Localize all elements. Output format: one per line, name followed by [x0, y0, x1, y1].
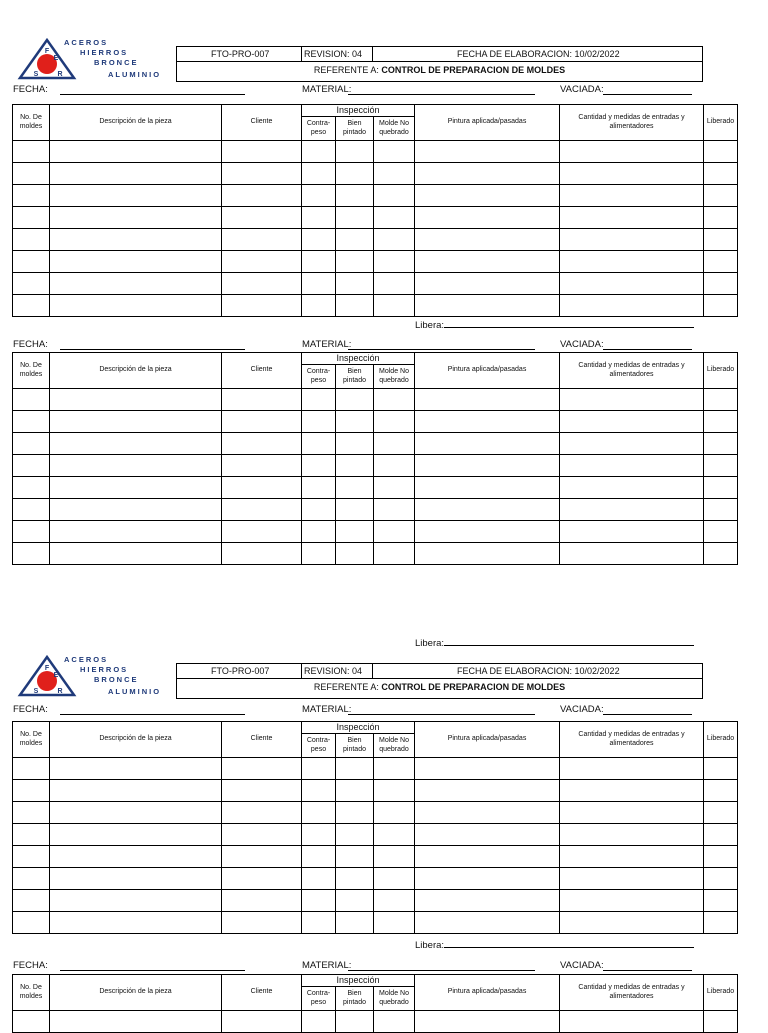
table-row[interactable] — [13, 411, 738, 433]
col-cliente: Cliente — [222, 722, 302, 758]
col-liberado: Liberado — [704, 975, 738, 1011]
col-no-moldes: No. De moldes — [13, 105, 50, 141]
fecha-field: FECHA: — [13, 960, 48, 971]
form-date: FECHA DE ELABORACION: 10/02/2022 — [457, 666, 620, 676]
material-field: MATERIAL: — [302, 960, 352, 971]
molds-table — [12, 104, 738, 317]
form-date: FECHA DE ELABORACION: 10/02/2022 — [457, 49, 620, 59]
libera-blank[interactable] — [444, 318, 694, 328]
material-blank[interactable] — [348, 970, 535, 971]
col-molde-no-quebrado: Molde No quebrado — [374, 987, 415, 1011]
col-pintura: Pintura aplicada/pasadas — [415, 722, 560, 758]
col-contrapeso: Contra-peso — [302, 987, 336, 1011]
material-field: MATERIAL: — [302, 704, 352, 715]
col-descripcion: Descripción de la pieza — [50, 722, 222, 758]
col-contrapeso: Contra-peso — [302, 734, 336, 758]
svg-text:E: E — [53, 55, 59, 62]
svg-text:E: E — [53, 672, 59, 679]
table-row[interactable] — [13, 295, 738, 317]
svg-text:F: F — [44, 665, 50, 672]
form-header — [176, 663, 703, 699]
table-row[interactable] — [13, 912, 738, 934]
col-liberado: Liberado — [704, 353, 738, 389]
table-row[interactable] — [13, 543, 738, 565]
molds-table — [12, 352, 738, 565]
form-reference: REFERENTE A: CONTROL DE PREPARACION DE MOLDES — [313, 65, 566, 75]
col-liberado: Liberado — [704, 722, 738, 758]
libera-blank[interactable] — [444, 636, 694, 646]
table-row[interactable] — [13, 251, 738, 273]
logo-word-hierros: HIERROS — [80, 48, 129, 57]
table-row[interactable] — [13, 846, 738, 868]
form-revision: REVISION: 04 — [304, 666, 363, 676]
table-row[interactable] — [13, 521, 738, 543]
col-no-moldes: No. De moldes — [13, 353, 50, 389]
col-inspeccion: Inspección — [302, 722, 415, 734]
logo-word-aluminio: ALUMINIO — [108, 70, 162, 79]
logo-word-aceros: ACEROS — [64, 38, 109, 47]
col-descripcion: Descripción de la pieza — [50, 975, 222, 1011]
col-pintura: Pintura aplicada/pasadas — [415, 353, 560, 389]
col-no-moldes: No. De moldes — [13, 722, 50, 758]
vaciada-blank[interactable] — [603, 970, 692, 971]
svg-text:R: R — [57, 688, 63, 695]
col-bien-pintado: Bien pintado — [336, 987, 374, 1011]
col-pintura: Pintura aplicada/pasadas — [415, 975, 560, 1011]
table-row[interactable] — [13, 499, 738, 521]
molds-table — [12, 721, 738, 934]
col-liberado: Liberado — [704, 105, 738, 141]
table-row[interactable] — [13, 868, 738, 890]
vaciada-field: VACIADA: — [560, 704, 604, 715]
vaciada-blank[interactable] — [603, 94, 692, 95]
table-row[interactable] — [13, 1011, 738, 1033]
libera-field: Libera: — [415, 318, 694, 331]
col-cliente: Cliente — [222, 353, 302, 389]
table-row[interactable] — [13, 802, 738, 824]
table-row[interactable] — [13, 141, 738, 163]
svg-text:R: R — [57, 71, 63, 78]
form-code: FTO-PRO-007 — [211, 49, 270, 59]
table-row[interactable] — [13, 477, 738, 499]
table-row[interactable] — [13, 163, 738, 185]
vaciada-blank[interactable] — [603, 714, 692, 715]
table-row[interactable] — [13, 824, 738, 846]
col-cantidad: Cantidad y medidas de entradas y alimentadores — [560, 105, 704, 141]
col-bien-pintado: Bien pintado — [336, 734, 374, 758]
form-code: FTO-PRO-007 — [211, 666, 270, 676]
table-row[interactable] — [13, 229, 738, 251]
fecha-blank[interactable] — [60, 94, 245, 95]
table-row[interactable] — [13, 433, 738, 455]
form-header — [176, 46, 703, 82]
material-field: MATERIAL: — [302, 84, 352, 95]
fecha-field: FECHA: — [13, 84, 48, 95]
svg-text:S: S — [33, 71, 39, 78]
col-cantidad: Cantidad y medidas de entradas y alimentadores — [560, 975, 704, 1011]
company-logo — [16, 655, 176, 701]
col-molde-no-quebrado: Molde No quebrado — [374, 365, 415, 389]
svg-text:F: F — [44, 48, 50, 55]
logo-word-bronce: BRONCE — [94, 58, 139, 67]
col-inspeccion: Inspección — [302, 975, 415, 987]
table-row[interactable] — [13, 890, 738, 912]
col-descripcion: Descripción de la pieza — [50, 105, 222, 141]
col-inspeccion: Inspección — [302, 353, 415, 365]
vaciada-field: VACIADA: — [560, 960, 604, 971]
col-contrapeso: Contra-peso — [302, 365, 336, 389]
col-bien-pintado: Bien pintado — [336, 117, 374, 141]
fecha-field: FECHA: — [13, 704, 48, 715]
col-cliente: Cliente — [222, 105, 302, 141]
fecha-field: FECHA: — [13, 339, 48, 350]
fecha-blank[interactable] — [60, 349, 245, 350]
col-contrapeso: Contra-peso — [302, 117, 336, 141]
logo-word-aluminio: ALUMINIO — [108, 687, 162, 696]
col-cliente: Cliente — [222, 975, 302, 1011]
vaciada-field: VACIADA: — [560, 339, 604, 350]
libera-field: Libera: — [415, 938, 694, 951]
libera-field: Libera: — [415, 636, 694, 649]
svg-text:S: S — [33, 688, 39, 695]
form-revision: REVISION: 04 — [304, 49, 363, 59]
fecha-blank[interactable] — [60, 970, 245, 971]
col-cantidad: Cantidad y medidas de entradas y alimentadores — [560, 353, 704, 389]
col-bien-pintado: Bien pintado — [336, 365, 374, 389]
libera-blank[interactable] — [444, 938, 694, 948]
table-row[interactable] — [13, 185, 738, 207]
material-field: MATERIAL: — [302, 339, 352, 350]
logo-word-hierros: HIERROS — [80, 665, 129, 674]
col-molde-no-quebrado: Molde No quebrado — [374, 117, 415, 141]
table-row[interactable] — [13, 389, 738, 411]
col-pintura: Pintura aplicada/pasadas — [415, 105, 560, 141]
col-inspeccion: Inspección — [302, 105, 415, 117]
col-descripcion: Descripción de la pieza — [50, 353, 222, 389]
table-row[interactable] — [13, 207, 738, 229]
table-row[interactable] — [13, 455, 738, 477]
col-no-moldes: No. De moldes — [13, 975, 50, 1011]
logo-word-aceros: ACEROS — [64, 655, 109, 664]
table-row[interactable] — [13, 758, 738, 780]
material-blank[interactable] — [348, 349, 535, 350]
table-row[interactable] — [13, 780, 738, 802]
company-logo — [16, 38, 176, 84]
vaciada-field: VACIADA: — [560, 84, 604, 95]
logo-word-bronce: BRONCE — [94, 675, 139, 684]
table-row[interactable] — [13, 273, 738, 295]
fecha-blank[interactable] — [60, 714, 245, 715]
col-cantidad: Cantidad y medidas de entradas y alimentadores — [560, 722, 704, 758]
material-blank[interactable] — [348, 94, 535, 95]
col-molde-no-quebrado: Molde No quebrado — [374, 734, 415, 758]
molds-table — [12, 974, 738, 1033]
vaciada-blank[interactable] — [603, 349, 692, 350]
material-blank[interactable] — [348, 714, 535, 715]
form-reference: REFERENTE A: CONTROL DE PREPARACION DE MOLDES — [313, 682, 566, 692]
